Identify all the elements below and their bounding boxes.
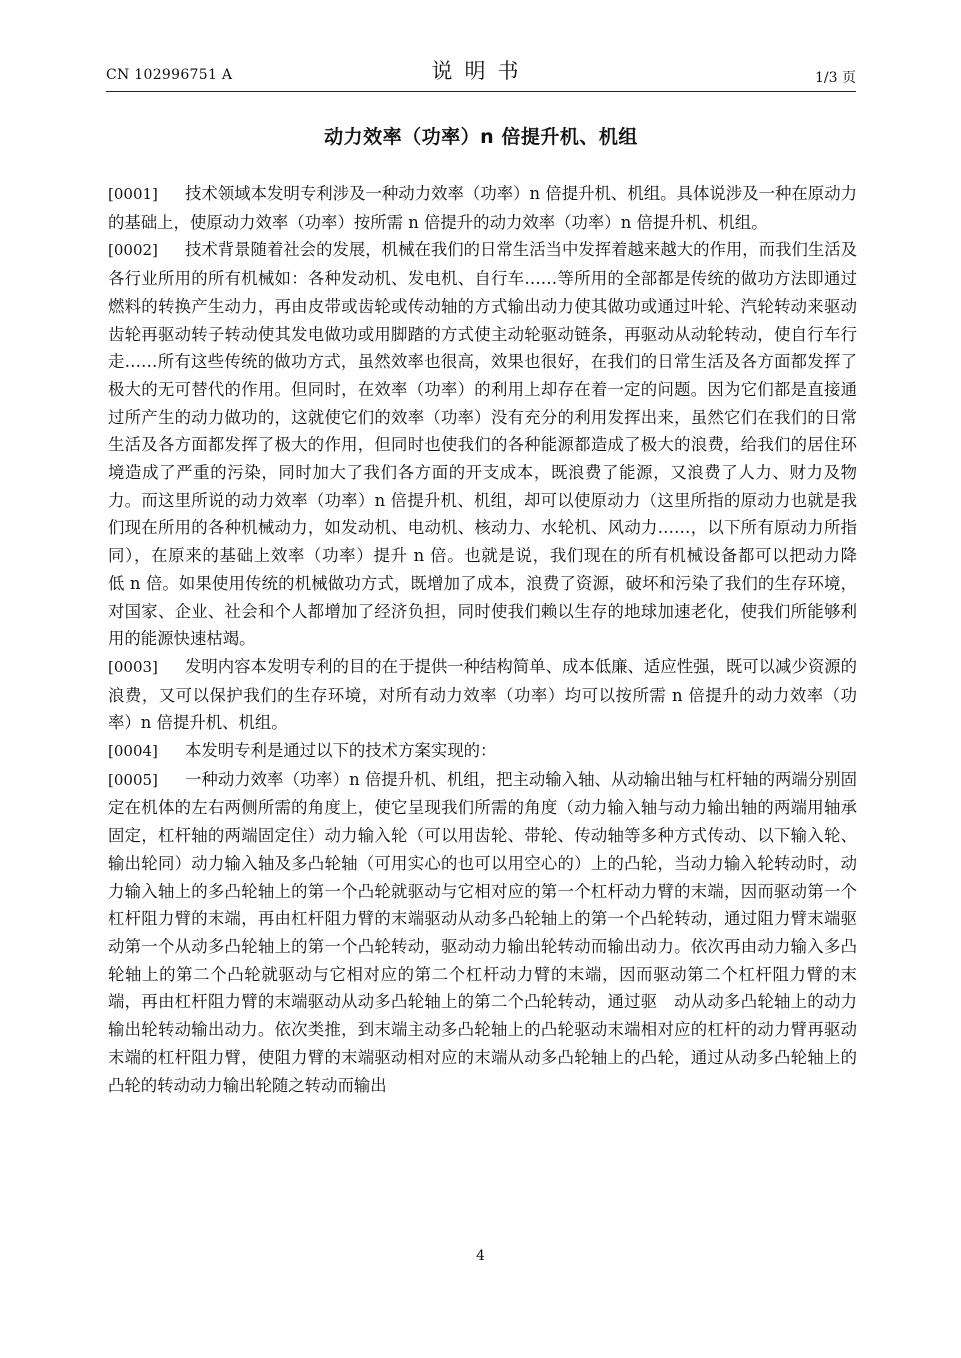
header-divider: [106, 91, 856, 92]
paragraph-number: [0004]: [108, 742, 158, 761]
document-title: 动力效率（功率）n 倍提升机、机组: [324, 126, 638, 148]
paragraph-0001: [108, 180, 857, 236]
description-body: [108, 180, 874, 1099]
paragraph-0002: [108, 236, 874, 653]
page-count: 1/3 页: [815, 70, 856, 86]
paragraph-text: 技术领域本发明专利涉及一种动力效率（功率）n 倍提升机、机组。具体说涉及一种在原动力的基础上，使原动力效率（功率）按所需 n 倍提升的动力效率（功率）n 倍提升机、机组。: [108, 184, 857, 232]
paragraph-0005: [108, 766, 857, 1099]
paragraph-text: 本发明专利是通过以下的技术方案实现的：: [185, 741, 497, 761]
publication-number: CN 102996751 A: [106, 67, 233, 83]
paragraph-number: [0003]: [108, 657, 158, 676]
paragraph-text: 技术背景随着社会的发展，机械在我们的日常生活当中发挥着越来越大的作用，而我们生活及各行业所用的所有机械如：各种发动机、发电机、自行车……等所用的全部都是传统的做功方法即通过燃料的转换产生动力，再由皮带或齿轮或传动轴的方式输出动力使其做功或通过叶轮、汽轮转动来驱动齿轮再驱动转子转动使其发电做功或用脚踏的方式使主动轮驱动链条，再驱动从动轮转动，使自行车行走……所有这些传统的做功方式，虽然效率也很高，效果也很好，在我们的日常生活及各方面都发挥了极大的无可替代的作用。但同时，在效率（功率）的利用上却存在着一定的问题。因为它们都是直接通过所产生的动力做功的，这就使它们的效率（功率）没有充分的利用发挥出来，虽然它们在我们的日常生活及各方面都发挥了极大的作用，但同时也使我们的各种能源都造成了极大的浪费，给我们的居住环境造成了严重的污染，同时加大了我们各方面的开支成本，既浪费了能源，又浪费了人力、财力及物力。而这里所说的动力效率（功率）n 倍提升机、机组，却可以使原动力（这里所指的原动力也就是我们现在所用的各种机械动力，如发动机、电动机、核动力、水轮机、风动力……，以下所有原动力所指同），在原来的基础上效率（功率）提升 n 倍。也就是说，我们现在的所有机械设备都可以把动力降 低 n 倍。如果使用传统的机械做功方式，既增加了成本，浪费了资源，破坏和污染了我们的生存环境，对国家、企业、社会和个人都增加了经济负担，同时使我们赖以生存的地球加速老化，使我们所能够利用的能源快速枯竭。: [108, 240, 874, 649]
paragraph-text: 一种动力效率（功率）n 倍提升机、机组，把主动输入轴、从动输出轴与杠杆轴的两端分别固定在机体的左右两侧所需的角度上，使它呈现我们所需的角度（动力输入轴与动力输出轴的两端用轴承固定，杠杆轴的两端固定住）动力输入轮（可以用齿轮、带轮、传动轴等多种方式传动、以下输入轮、输出轮同）动力输入轴及多凸轮轴（可用实心的也可以用空心的）上的凸轮，当动力输入轮转动时，动力输入轴上的多凸轮轴上的第一个凸轮就驱动与它相对应的第一个杠杆动力臂的末端，因而驱动第一个杠杆阻力臂的末端，再由杠杆阻力臂的末端驱动从动多凸轮轴上的第一个凸轮转动，通过阻力臂末端驱动第一个从动多凸轮轴上的第一个凸轮转动，驱动动力输出轮转动而输出动力。依次再由动力输入多凸轮轴上的第二个凸轮就驱动与它相对应的第二个杠杆动力臂的末端，因而驱动第二个杠杆阻力臂的末端，再由杠杆阻力臂的末端驱动从动多凸轮轴上的第二个凸轮转动，通过驱 动从动多凸轮轴上的动力输出轮转动输出动力。依次类推，到末端主动多凸轮轴上的凸轮驱动末端相对应的杠杆的动力臂再驱动末端的杠杆阻力臂，使阻力臂的末端驱动相对应的末端从动多凸轮轴上的凸轮，通过从动多凸轮轴上的凸轮的转动动力输出轮随之转动而输出: [108, 769, 857, 1095]
paragraph-number: [0005]: [108, 770, 158, 789]
document-type-heading: 说明书: [431, 59, 531, 83]
paragraph-number: [0001]: [108, 185, 158, 203]
paragraph-0003: [108, 653, 857, 737]
page-header: [106, 55, 856, 91]
paragraph-0004: [108, 737, 857, 766]
paragraph-number: [0002]: [108, 241, 158, 260]
page-number: 4: [476, 1248, 485, 1264]
paragraph-text: 发明内容本发明专利的目的在于提供一种结构简单、成本低廉、适应性强，既可以减少资源的浪费，又可以保护我们的生存环境，对所有动力效率（功率）均可以按所需 n 倍提升的动力效率（功率）n 倍提升机、机组。: [108, 656, 858, 733]
